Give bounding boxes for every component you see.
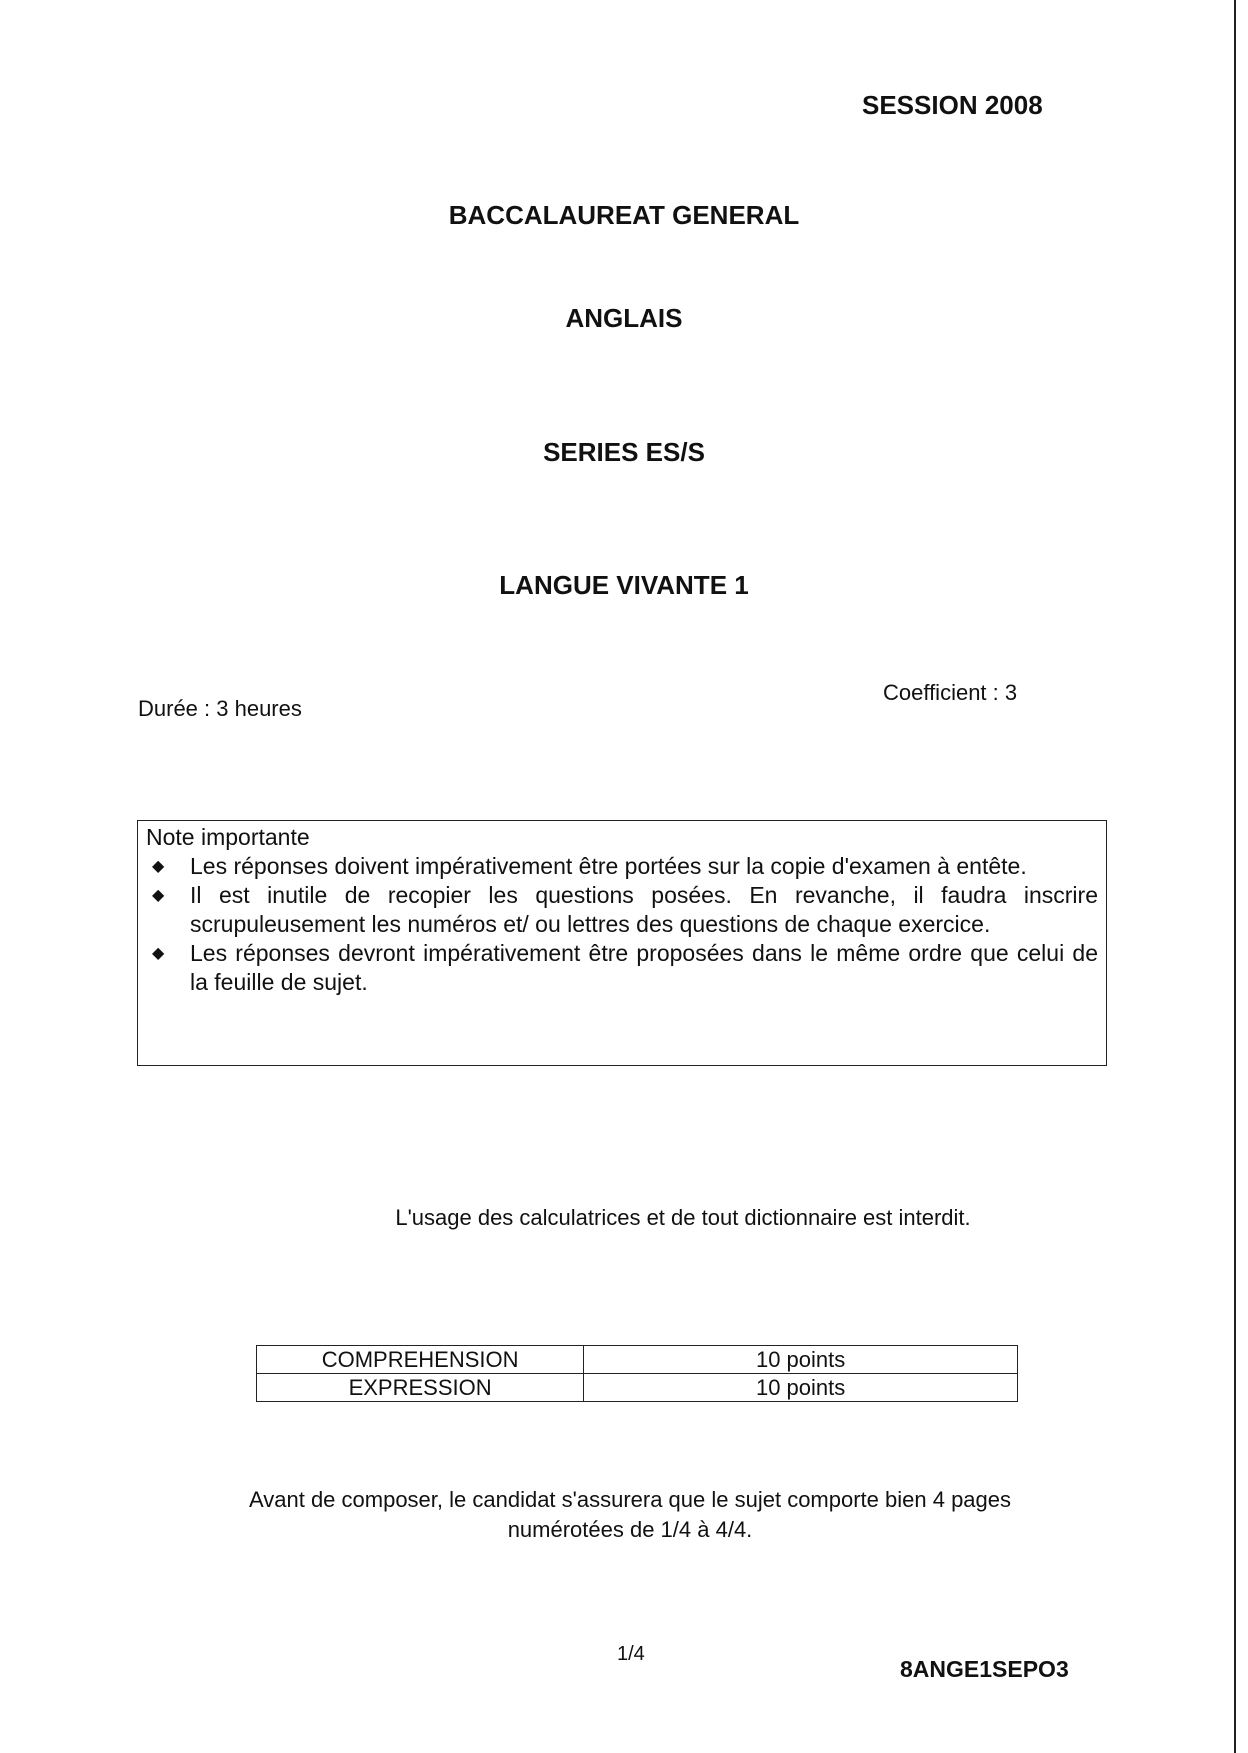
scoring-table xyxy=(256,1345,1018,1402)
note-item xyxy=(146,939,1098,997)
table-row xyxy=(257,1346,1018,1374)
duration: Durée : 3 heures xyxy=(138,696,302,721)
section-cell: COMPREHENSION xyxy=(257,1346,584,1374)
diamond-bullet-icon: ◆ xyxy=(152,945,165,962)
subject-code: 8ANGE1SEPO3 xyxy=(900,1656,1069,1682)
calculator-rule: L'usage des calculatrices et de tout dictionnaire est interdit. xyxy=(395,1205,971,1230)
page-check-line1: Avant de composer, le candidat s'assurera que le sujet comporte bien 4 pages xyxy=(248,1487,1012,1512)
table-row xyxy=(257,1374,1018,1402)
note-item-text: Il est inutile de recopier les questions posées. En revanche, il faudra inscrire scrupuleusement les numéros et/ ou lettres des questions de chaque exercice. xyxy=(190,882,1098,937)
section-cell: EXPRESSION xyxy=(257,1374,584,1402)
note-title: Note importante xyxy=(146,824,310,850)
note-item-text: Les réponses devront impérativement être proposées dans le même ordre que celui de la feuille de sujet. xyxy=(190,940,1098,995)
page-number: 1/4 xyxy=(617,1643,645,1665)
important-note-box xyxy=(137,820,1107,1066)
series-title: SERIES ES/S xyxy=(543,437,705,467)
points-cell: 10 points xyxy=(584,1374,1018,1402)
page-check-line2: numérotées de 1/4 à 4/4. xyxy=(507,1517,753,1542)
language-title: LANGUE VIVANTE 1 xyxy=(499,570,749,600)
session-label: SESSION 2008 xyxy=(862,90,1043,120)
diamond-bullet-icon: ◆ xyxy=(152,858,165,875)
note-item xyxy=(146,881,1098,939)
note-item xyxy=(146,852,1098,881)
diamond-bullet-icon: ◆ xyxy=(152,887,165,904)
exam-title: BACCALAUREAT GENERAL xyxy=(448,200,800,230)
coefficient: Coefficient : 3 xyxy=(883,680,1018,705)
points-cell: 10 points xyxy=(584,1346,1018,1374)
subject-title: ANGLAIS xyxy=(565,303,683,333)
note-item-text: Les réponses doivent impérativement être portées sur la copie d'examen à entête. xyxy=(190,853,1027,879)
